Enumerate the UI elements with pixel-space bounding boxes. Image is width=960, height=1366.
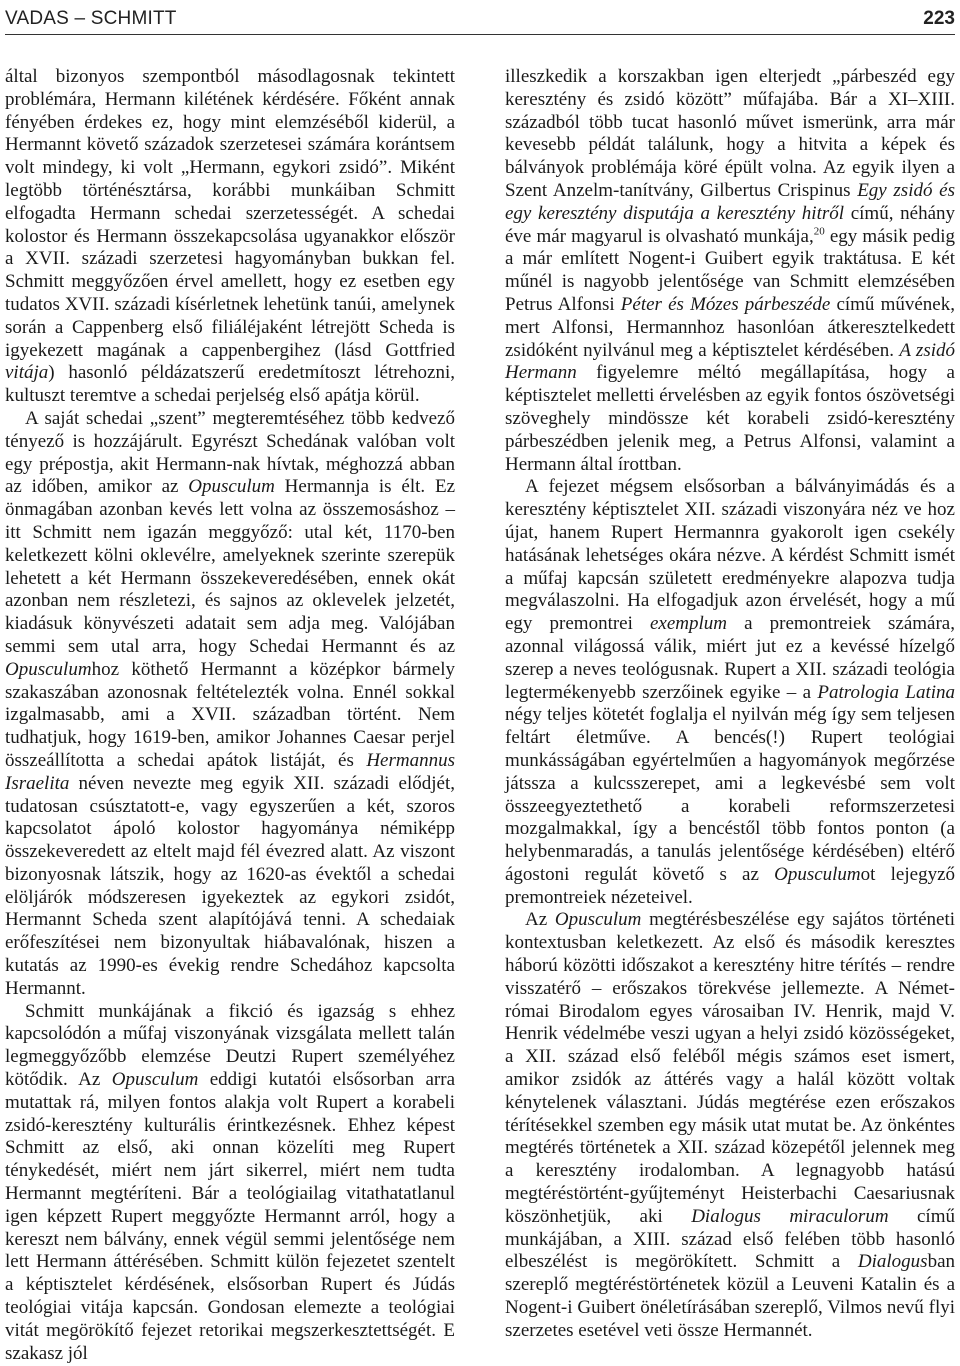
italic-title: Egy zsidó és egy keresztény disputája a keresztény hitről (505, 179, 956, 224)
text-run: a premontreiek számára, azonnal világossá válik, miért jut ez a kevéssé hízelgő szerep a neves teológusnak. Rupert a XII. századi teológia legtermékenyebb szerzőinek egyike – a (505, 613, 955, 703)
italic-title: Dialogus miraculorum (691, 1205, 889, 1227)
text-run: ) hasonló példázatszerű eredetmítoszt létrehozni, kultuszt teremtve a schedai perjelség első apátja körül. (5, 362, 455, 407)
footnote-marker: 20 (813, 225, 825, 238)
paragraph-left-3 (5, 1001, 455, 1366)
paragraph-left-1 (5, 66, 455, 408)
paragraph-left-2 (5, 408, 455, 1001)
text-run: illeszkedik a korszakban igen elterjedt „párbeszéd egy keresztény és zsidó között” műfajába. Bár a XI–XIII. századból több tucat hasonló művet ismerünk, arra már kevesebb példát találunk, hogy a hitvita a képek és bálványok problémája köré épült volna. Az egyik ilyen a Szent Anzelm-tanítvány, Gilbertus Crispinus (505, 66, 955, 201)
running-head (5, 4, 955, 34)
paragraph-right-1 (505, 66, 955, 476)
text-run: megtérésbeszélése egy sajátos történeti kontextusban keletkezett. Az első és második keresztes háború közötti időszakot a keresztény hitre térítés – rendre visszatérő – erőszakos törekvése jellemezte. A Német-római Birodalom egyes városaiban IV. Henrik, majd V. Henrik védelmébe veszi ugyan a helyi zsidó közösségeket, a XII. század első feléből mégis számos eset ismert, amikor zsidók az áttérés vagy a halál között voltak kénytelenek választani. Júdás megtérése ezen erőszakos térítésekkel szemben egy másik utat mutat be. Az önkéntes megtérés történetek a XII. század közepétől jelennek meg a keresztény irodalomban. A legnagyobb hatású megtéréstörtént-gyűjteményt Heisterbachi Caesariusnak köszönhetjük, aki (505, 909, 955, 1227)
italic-title: Péter és Mózes párbeszéde (620, 293, 831, 315)
text-run: négy teljes kötetét foglalja el nyilván még így sem teljesen feltárt életműve. A bencés(!) Rupert teológiai munkásságában egyértelműen a hagyományok megőrzése játssza a kulcsszerepet, ami a legkevésbé sem volt összeegyeztethető a korabeli reformszerzetesi mozgalmakkal, így a bencéstől több fontos ponton (a helybenmaradás, a tanulás jelentősége kérdésében) eltérő ágostoni regulát követő s az (505, 704, 955, 885)
italic-title: Opusculum (5, 658, 92, 680)
page-number: 223 (923, 8, 955, 29)
running-head-author: VADAS – SCHMITT (5, 8, 177, 29)
header-rule (5, 34, 955, 35)
paragraph-right-3 (505, 909, 955, 1342)
text-run: című munkájában, a XIII. század első felében több hasonló elbeszélést is megörökített. Schmitt a (505, 1205, 955, 1273)
italic-title: Opusculum (774, 863, 861, 885)
text-run: egy másik pedig a már említett Nogent-i Guibert egyik traktátusa. E két műnél is nagyobb jelentősége van Schmitt elemzésében Petrus Alfonsi (505, 225, 956, 315)
text-run: figyelemre méltó megállapítása, hogy a képtisztelet melletti érvelésben az egyik fontos ószövetségi szöveghely mindössze két korabeli zsidó-keresztény párbeszédben jelenik meg, a Petrus Alfonsi, valamint a Hermann által írottban. (505, 362, 955, 475)
italic-title: vitája (5, 362, 49, 384)
italic-title: Opusculum (111, 1069, 199, 1091)
right-column (505, 66, 955, 1343)
text-run: hoz köthető Hermannt a középkor bármely szakaszában azonosnak feltételezték volna. Ennél sokkal izgalmasabb, ami a XVII. században történt. Nem tudhatjuk, hogy 1619-ben, amikor Johannes Caesar perjel összeállította a schedai apátok listáját, és (5, 658, 455, 771)
italic-title: Patrologia Latina (817, 681, 955, 703)
italic-term: exemplum (649, 613, 728, 635)
italic-title: Opusculum (188, 476, 275, 498)
text-run: ot lejegyző premontreiek nézeteivel. (505, 863, 956, 908)
text-run: A fejezet mégsem elsősorban a bálványimádás és a keresztény képtisztelet XII. századi viszonyára néz ve hoz újat, hanem Rupert Hermannra gyakorolt igen csekély hatásának lehetséges okára nézve. A kérdést Schmitt ismét a műfaj kapcsán született eredményekre alapozva tudja megválaszolni. Ha elfogadjuk azon érvelését, hogy a mű egy premontrei (505, 476, 955, 635)
italic-title: Opusculum (554, 909, 642, 931)
italic-title: Dialogus (857, 1251, 928, 1273)
text-run: eddigi kutatói elsősorban arra mutattak rá, milyen fontos alakja volt Rupert a korabeli zsidó-keresztény kulturális érintkezésnek. Ehhez képest Schmitt az első, aki onnan közelíti meg Rupert ténykedését, miért nem járt sikerrel, miért nem tudta Hermannt megtéríteni. Bár a teológiailag vitathatatlanul igen képzett Rupert meggyőzte Hermannt arról, hogy a kereszt nem bálvány, ennek végül semmi jelentősége nem lett Hermann áttérésében. Schmitt külön fejezetet szentelt a képtisztelet kérdésének, elsősorban Rupert és Júdás teológiai vitája kapcsán. Gondosan elemezte a teológiai vitát megörökítő fejezet retorikai megszerkesztettségét. E szakasz jól (5, 1069, 455, 1364)
text-run: A saját schedai „szent” megteremtéséhez több kedvező tényező is hozzájárult. Egyrészt Schedának valóban volt egy prépostja, akit Hermann-nak hívtak, méghozzá abban az időben, amikor az (5, 407, 455, 498)
text-run: néven nevezte meg egyik XII. századi elődjét, tudatosan csúsztatott-e, vagy egyszerűen a két, szoros kapcsolatot ápoló kolostor hagyománya némiképp összekeveredett az eltelt majd fél évezred alatt. Az viszont bizonyosnak látszik, hogy az 1620-as évektől a schedai elöljárók módszeresen igyekeztek az egykori zsidót, Hermannt Scheda szent alapítójává tenni. A schedaiak erőfeszítései nem bizonyultak hiábavalónak, hiszen a kutatás az 1990-es évekig rendre Schedához kapcsolta Hermannt. (5, 772, 455, 999)
text-run: Hermannja is élt. Ez önmagában azonban kevés lett volna az összemosáshoz – itt Schmitt nem igazán meggyőző: utal két, 1170-ben keletkezett kölni oklevélre, amelyeknek szerinte szerepük lehetett a két Hermann összekeveredésében, ennek okát azonban nem részletezi, és sajnos az oklevelek jelzetét, kiadásuk könyvészeti adatait sem adja meg. Valójában semmi sem utal arra, hogy Schedai Hermannt és az (5, 476, 455, 657)
italic-name: Hermannus Israelita (5, 749, 455, 794)
text-run: ban szereplő megtéréstörténetek közül a Leuveni Katalin és a Nogent-i Guibert önéletírásában szereplő, Vilmos nevű flyi szerzetes esetével veti össze Hermannét. (505, 1251, 955, 1341)
text-run: Schmitt munkájának a fikció és igazság s ehhez kapcsolódón a műfaj viszonyának vizsgálata mellett talán legmeggyőzőbb elemzése Deutzi Rupert személyéhez kötődik. Az (5, 1000, 455, 1091)
italic-title: A zsidó Hermann (505, 339, 955, 384)
text-run: által bizonyos szempontból másodlagosnak tekintett problémára, Hermann kilétének kérdésére. Főként annak fényében érdekes ez, hogy mint elemzéséből kiderül, a Hermannt követő századok szerzetesei számára korántsem volt mindegy, ki volt „Hermann, egykori zsidó”. Miként legtöbb történésztársa, korábbi munkáiban Schmitt elfogadta Hermann schedai szerzetességét. A schedai kolostor és Hermann összekapcsolása ugyanakkor először a XVII. századi szerzetesi hagyományban bukkan fel. Schmitt meggyőzően érvel amellett, hogy ez esetben egy tudatos XVII. századi kísérletnek lehetünk tanúi, amelynek során a Cappenberg első filiáléjaként létrejött Scheda is igyekezett magának a cappenbergihez (lásd Gottfried (5, 66, 455, 361)
text-run: című művének, mert Alfonsi, Hermannhoz hasonlóan átkeresztelkedett zsidóként nyilvánul meg a képtisztelet kérdésében. (505, 293, 955, 361)
paragraph-right-2 (505, 476, 955, 909)
text-run: című, néhány éve már magyarul is olvasható munkája, (505, 202, 956, 247)
left-column (5, 66, 455, 1365)
text-run: Az (525, 909, 555, 931)
